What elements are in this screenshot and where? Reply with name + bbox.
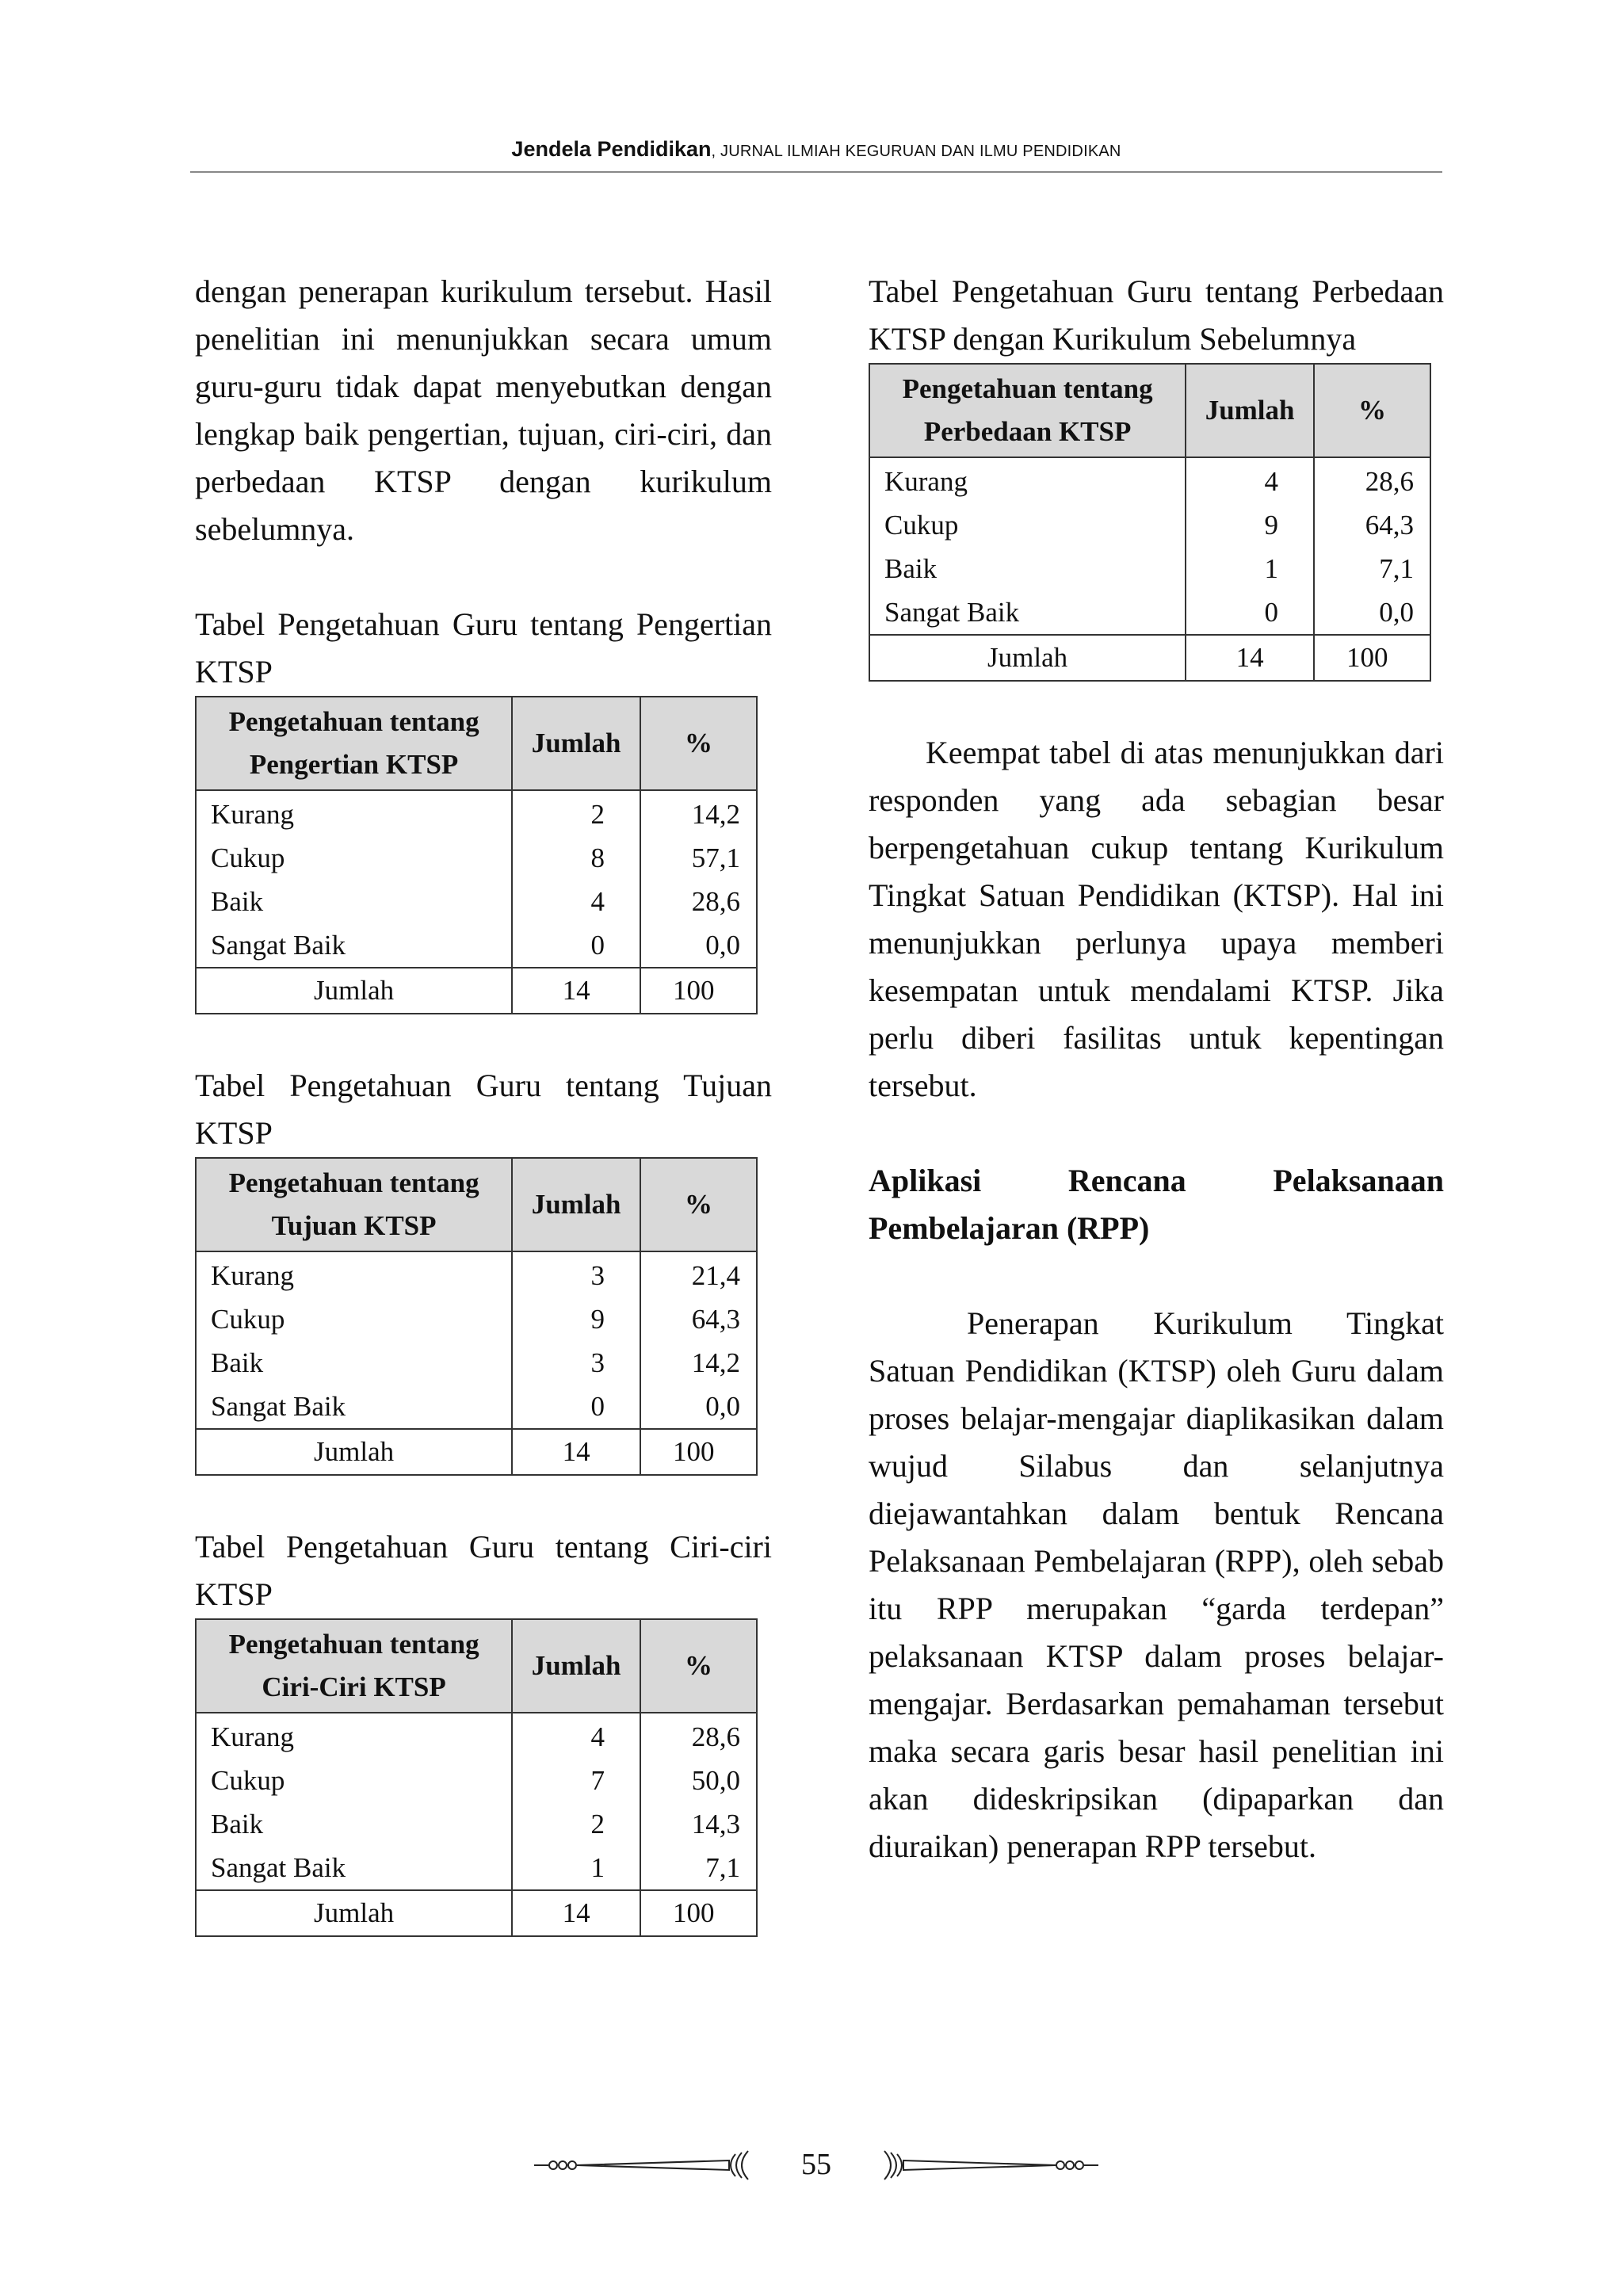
header-jumlah: Jumlah xyxy=(512,697,640,790)
section-paragraph: Penerapan Kurikulum Tingkat Satuan Pendidikan (KTSP) oleh Guru dalam proses belajar-mengajar diaplikasikan dalam wujud Silabus dan selanjutnya diejawantahkan dalam bentuk Rencana Pelaksanaan Pembelajaran (RPP), oleh sebab itu RPP merupakan “garda terdepan” pelaksanaan KTSP dalam proses belajar-mengajar. Berdasarkan pemahaman tersebut maka secara garis besar hasil penelitian ini akan dideskripsikan (dipaparkan dan diuraikan) penerapan RPP tersebut. xyxy=(869,1305,1444,1864)
header-percent: % xyxy=(640,1158,757,1251)
table-row: Kurang 4 28,6 xyxy=(869,457,1430,503)
table-header-row xyxy=(869,364,1430,457)
left-column xyxy=(195,268,772,1937)
table-row: Baik 4 28,6 xyxy=(196,880,757,923)
table-caption-ciri: Tabel Pengetahuan Guru tentang Ciri-ciri KTSP xyxy=(195,1529,772,1612)
table-row: Kurang 4 28,6 xyxy=(196,1713,757,1759)
header-jumlah: Jumlah xyxy=(512,1619,640,1713)
table-row: Baik 3 14,2 xyxy=(196,1341,757,1385)
header-percent: % xyxy=(1314,364,1430,457)
page-number: 55 xyxy=(801,2148,831,2181)
header-rule xyxy=(190,171,1442,173)
table-row: Baik 2 14,3 xyxy=(196,1802,757,1846)
table-row: Sangat Baik 0 0,0 xyxy=(196,923,757,968)
right-column xyxy=(869,268,1444,1870)
journal-name: Jendela Pendidikan xyxy=(511,137,712,161)
table-row: Kurang 2 14,2 xyxy=(196,790,757,836)
running-header xyxy=(190,133,1442,167)
summary-paragraph: Keempat tabel di atas menunjukkan dari responden yang ada sebagian besar berpengetahuan cukup tentang Kurikulum Tingkat Satuan Pendidikan (KTSP). Hal ini menunjukkan perlunya upaya memberi kesempatan untuk mendalami KTSP. Jika perlu diberi fasilitas untuk kepentingan tersebut. xyxy=(869,735,1444,1103)
table-caption-pengertian: Tabel Pengetahuan Guru tentang Pengertian KTSP xyxy=(195,606,772,690)
table-row: Sangat Baik 0 0,0 xyxy=(196,1385,757,1429)
journal-subtitle: , JURNAL ILMIAH KEGURUAN DAN ILMU PENDIDIKAN xyxy=(711,143,1121,160)
table-caption-perbedaan: Tabel Pengetahuan Guru tentang Perbedaan KTSP dengan Kurikulum Sebelumnya xyxy=(869,273,1444,357)
table-row: Sangat Baik 0 0,0 xyxy=(869,590,1430,635)
header-percent: % xyxy=(640,697,757,790)
page-footer xyxy=(531,2141,1102,2189)
table-total-row: Jumlah 14 100 xyxy=(196,1890,757,1936)
table-caption-tujuan: Tabel Pengetahuan Guru tentang Tujuan KTSP xyxy=(195,1068,772,1151)
header-percent: % xyxy=(640,1619,757,1713)
header-category: Pengetahuan tentang Tujuan KTSP xyxy=(196,1158,512,1251)
table-row: Sangat Baik 1 7,1 xyxy=(196,1846,757,1890)
table-total-row: Jumlah 14 100 xyxy=(196,1429,757,1475)
table-header-row xyxy=(196,697,757,790)
table-perbedaan xyxy=(869,363,1431,682)
table-ciri xyxy=(195,1618,758,1937)
header-jumlah: Jumlah xyxy=(1186,364,1314,457)
header-category: Pengetahuan tentang Ciri-Ciri KTSP xyxy=(196,1619,512,1713)
table-row: Kurang 3 21,4 xyxy=(196,1251,757,1297)
table-header-row xyxy=(196,1158,757,1251)
header-jumlah: Jumlah xyxy=(512,1158,640,1251)
intro-paragraph: dengan penerapan kurikulum tersebut. Hasil penelitian ini menunjukkan secara umum guru-guru tidak dapat menyebutkan dengan lengkap baik pengertian, tujuan, ciri-ciri, dan perbedaan KTSP dengan kurikulum sebelumnya. xyxy=(195,273,772,547)
header-category: Pengetahuan tentang Pengertian KTSP xyxy=(196,697,512,790)
table-row: Cukup 7 50,0 xyxy=(196,1759,757,1802)
table-tujuan xyxy=(195,1157,758,1476)
table-header-row xyxy=(196,1619,757,1713)
table-row: Cukup 8 57,1 xyxy=(196,836,757,880)
section-heading: Aplikasi Rencana Pelaksanaan Pembelajaran (RPP) xyxy=(869,1163,1444,1246)
table-total-row: Jumlah 14 100 xyxy=(196,968,757,1014)
table-total-row: Jumlah 14 100 xyxy=(869,635,1430,681)
table-pengertian xyxy=(195,696,758,1014)
table-row: Cukup 9 64,3 xyxy=(196,1297,757,1341)
header-category: Pengetahuan tentang Perbedaan KTSP xyxy=(869,364,1186,457)
table-row: Baik 1 7,1 xyxy=(869,547,1430,590)
table-row: Cukup 9 64,3 xyxy=(869,503,1430,547)
